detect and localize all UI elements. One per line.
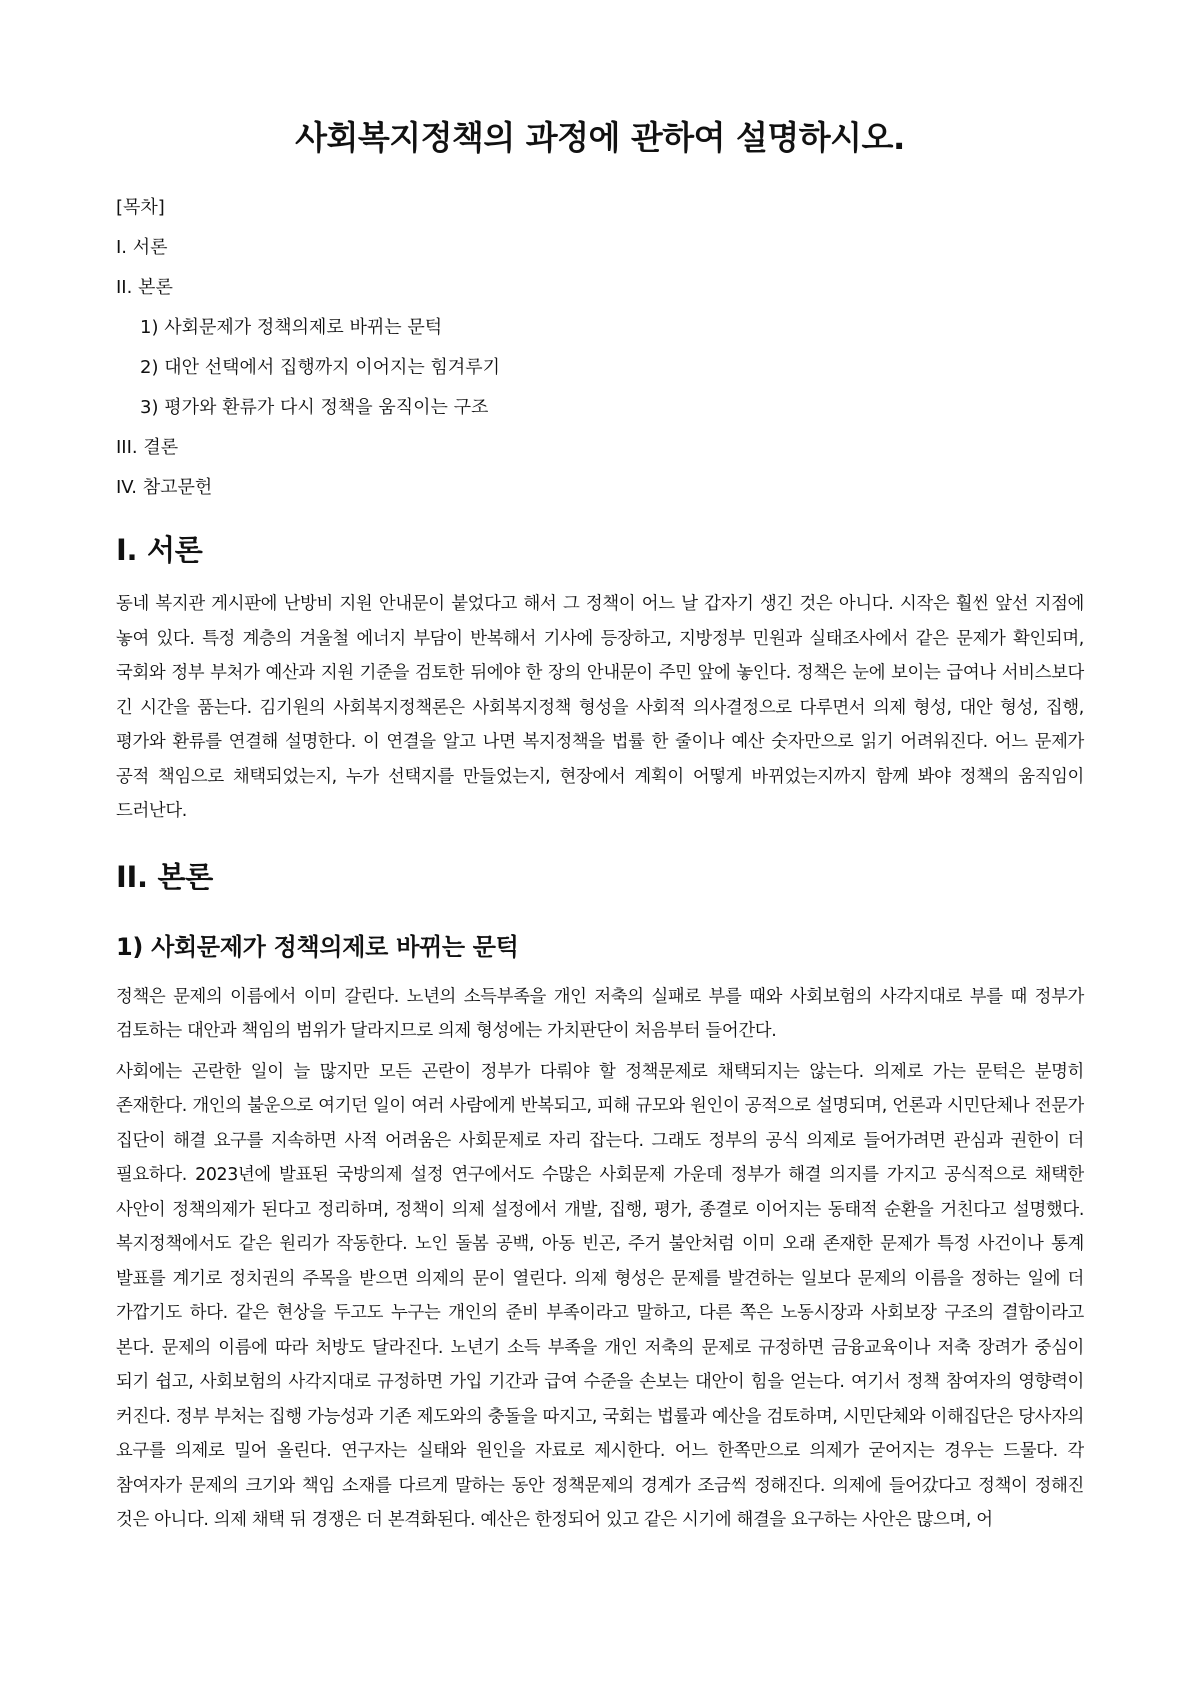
section-heading-introduction: I. 서론	[116, 532, 203, 567]
toc-item-main-body: II. 본론	[116, 276, 173, 298]
toc-item-conclusion: III. 결론	[116, 436, 179, 458]
document-title: 사회복지정책의 과정에 관하여 설명하시오.	[295, 118, 905, 157]
toc-item-subsection-1: 1) 사회문제가 정책의제로 바뀌는 문턱	[140, 316, 443, 338]
toc-heading: [목차]	[116, 196, 165, 218]
section-heading-main-body: II. 본론	[116, 859, 213, 894]
toc-item-references: IV. 참고문헌	[116, 476, 213, 498]
subsection-1-paragraph-2: 사회에는 곤란한 일이 늘 많지만 모든 곤란이 정부가 다뤄야 할 정책문제로 채택되지는 않는다. 의제로 가는 문턱은 분명히 존재한다. 개인의 불운으로 여기던 일이 여러 사람에게 반복되고, 피해 규모와 원인이 공적으로 설명되며, 언론과 시민단체나 전문가 집단이 해결 요구를 지속하면 사적 어려움은 사회문제로 자리 잡는다. 그래도 정부의 공식 의제로 들어가려면 관심과 권한이 더 필요하다. 2023년에 발표된 국방의제 설정 연구에서도 수많은 사회문제 가운데 정부가 해결 의지를 가지고 공식적으로 채택한 사안이 정책의제가 된다고 정리하며, 정책이 의제 설정에서 개발, 집행, 평가, 종결로 이어지는 동태적 순환을 거친다고 설명했다. 복지정책에서도 같은 원리가 작동한다. 노인 돌봄 공백, 아동 빈곤, 주거 불안처럼 이미 오래 존재한 문제가 특정 사건이나 통계 발표를 계기로 정치권의 주목을 받으면 의제의 문이 열린다. 의제 형성은 문제를 발견하는 일보다 문제의 이름을 정하는 일에 더 가깝기도 하다. 같은 현상을 두고도 누구는 개인의 준비 부족이라고 말하고, 다른 쪽은 노동시장과 사회보장 구조의 결함이라고 본다. 문제의 이름에 따라 처방도 달라진다. 노년기 소득 부족을 개인 저축의 문제로 규정하면 금융교육이나 저축 장려가 중심이 되기 쉽고, 사회보험의 사각지대로 규정하면 가입 기간과 급여 수준을 손보는 대안이 힘을 얻는다. 여기서 정책 참여자의 영향력이 커진다. 정부 부처는 집행 가능성과 기존 제도와의 충돌을 따지고, 국회는 법률과 예산을 검토하며, 시민단체와 이해집단은 당사자의 요구를 의제로 밀어 올린다. 연구자는 실태와 원인을 자료로 제시한다. 어느 한쪽만으로 의제가 굳어지는 경우는 드물다. 각 참여자가 문제의 크기와 책임 소재를 다르게 말하는 동안 정책문제의 경계가 조금씩 정해진다. 의제에 들어갔다고 정책이 정해진 것은 아니다. 의제 채택 뒤 경쟁은 더 본격화된다. 예산은 한정되어 있고 같은 시기에 해결을 요구하는 사안은 많으며, 어	[116, 1061, 1084, 1531]
subsection-1-paragraph-1: 정책은 문제의 이름에서 이미 갈린다. 노년의 소득부족을 개인 저축의 실패로 부를 때와 사회보험의 사각지대로 부를 때 정부가 검토하는 대안과 책임의 범위가 달라지므로 의제 형성에는 가치판단이 처음부터 들어간다.	[116, 986, 1084, 1042]
toc-item-introduction: I. 서론	[116, 236, 168, 258]
table-of-contents	[116, 188, 1084, 508]
toc-item-subsection-3: 3) 평가와 환류가 다시 정책을 움직이는 구조	[140, 396, 489, 418]
introduction-paragraph: 동네 복지관 게시판에 난방비 지원 안내문이 붙었다고 해서 그 정책이 어느 날 갑자기 생긴 것은 아니다. 시작은 훨씬 앞선 지점에 놓여 있다. 특정 계층의 겨울철 에너지 부담이 반복해서 기사에 등장하고, 지방정부 민원과 실태조사에서 같은 문제가 확인되며, 국회와 정부 부처가 예산과 지원 기준을 검토한 뒤에야 한 장의 안내문이 주민 앞에 놓인다. 정책은 눈에 보이는 급여나 서비스보다 긴 시간을 품는다. 김기원의 사회복지정책론은 사회복지정책 형성을 사회적 의사결정으로 다루면서 의제 형성, 대안 형성, 집행, 평가와 환류를 연결해 설명한다. 이 연결을 알고 나면 복지정책을 법률 한 줄이나 예산 숫자만으로 읽기 어려워진다. 어느 문제가 공적 책임으로 채택되었는지, 누가 선택지를 만들었는지, 현장에서 계획이 어떻게 바뀌었는지까지 함께 봐야 정책의 움직임이 드러난다.	[116, 594, 1084, 822]
subsection-heading-1: 1) 사회문제가 정책의제로 바뀌는 문턱	[116, 933, 519, 962]
toc-item-subsection-2: 2) 대안 선택에서 집행까지 이어지는 힘겨루기	[140, 356, 501, 378]
